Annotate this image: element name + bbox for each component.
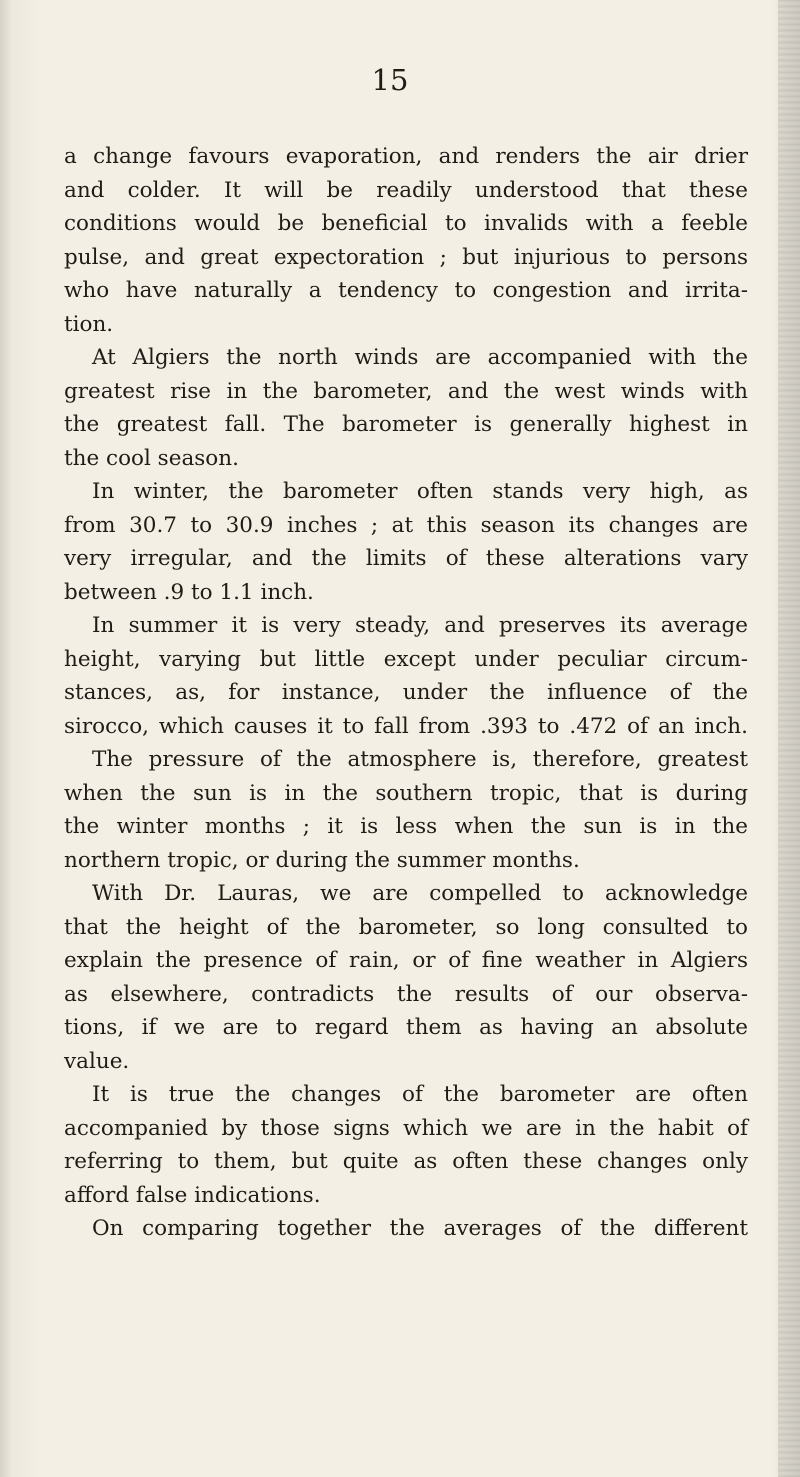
text-line: stances, as, for instance, under the influence of the xyxy=(64,680,748,705)
text-line: northern tropic, or during the summer months. xyxy=(64,847,580,873)
text-line: In winter, the barometer often stands very high, as xyxy=(92,479,748,504)
text-line: In summer it is very steady, and preserves its average xyxy=(92,613,748,638)
text-line: when the sun is in the southern tropic, that is during xyxy=(64,780,748,806)
text-line: At Algiers the north winds are accompanied with the xyxy=(92,345,748,370)
text-line: and colder. It will be readily understood that these xyxy=(64,177,748,203)
text-line: It is true the changes of the barometer are often xyxy=(92,1082,748,1107)
text-line: who have naturally a tendency to congestion and irrita- xyxy=(64,278,748,303)
text-line: The pressure of the atmosphere is, therefore, greatest xyxy=(92,747,748,772)
text-line: value. xyxy=(64,1048,130,1074)
text-line: pulse, and great expectoration ; but injurious to persons xyxy=(64,244,748,270)
text-line: sirocco, which causes it to fall from .393 to .472 of an inch. xyxy=(64,713,748,739)
text-line: that the height of the barometer, so long consulted to xyxy=(64,914,748,940)
text-line: height, varying but little except under peculiar circum- xyxy=(64,646,748,672)
text-line: a change favours evaporation, and renders the air drier xyxy=(64,144,748,169)
text-line: the cool season. xyxy=(64,445,239,471)
text-line: conditions would be beneficial to invalids with a feeble xyxy=(64,211,748,236)
text-line: greatest rise in the barometer, and the west winds with xyxy=(64,378,748,404)
page-number: 15 xyxy=(371,63,409,97)
page-gutter-shadow xyxy=(0,0,12,1477)
text-line: afford false indications. xyxy=(64,1182,321,1208)
text-line: as elsewhere, contradicts the results of our observa- xyxy=(64,981,748,1007)
text-line: the greatest fall. The barometer is generally highest in xyxy=(64,412,748,437)
text-line: the winter months ; it is less when the sun is in the xyxy=(64,814,748,839)
text-line: With Dr. Lauras, we are compelled to acknowledge xyxy=(92,881,748,906)
text-line: tion. xyxy=(64,311,114,337)
text-line: very irregular, and the limits of these alterations vary xyxy=(64,546,748,571)
text-line: On comparing together the averages of the different xyxy=(92,1216,748,1241)
text-line: tions, if we are to regard them as having an absolute xyxy=(64,1015,748,1040)
text-line: from 30.7 to 30.9 inches ; at this season its changes are xyxy=(64,512,748,538)
text-line: between .9 to 1.1 inch. xyxy=(64,579,314,605)
page-edge-shadow xyxy=(778,0,800,1477)
text-line: explain the presence of rain, or of fine weather in Algiers xyxy=(64,948,748,973)
text-line: referring to them, but quite as often these changes only xyxy=(64,1149,748,1174)
body-text xyxy=(64,140,748,1246)
text-line: accompanied by those signs which we are in the habit of xyxy=(64,1115,748,1141)
